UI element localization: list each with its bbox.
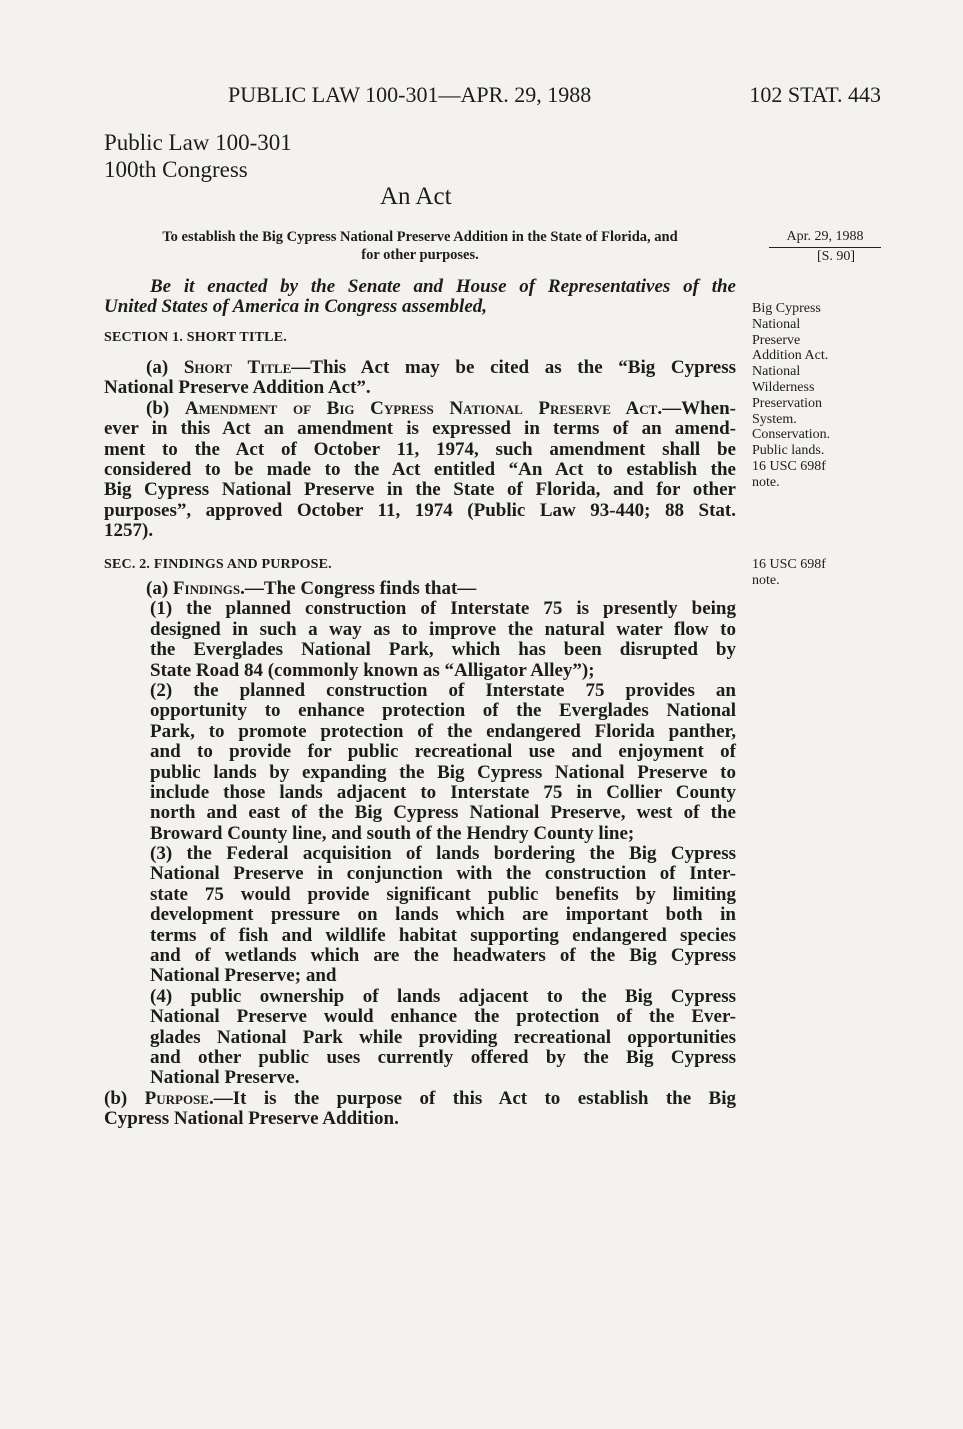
enacting-line: United States of America in Congress assembled, <box>104 296 488 318</box>
text-line: National Preserve; and <box>150 965 337 987</box>
margin-note: Wilderness <box>752 379 815 395</box>
text-line: Cypress National Preserve Addition. <box>104 1108 399 1130</box>
running-head: PUBLIC LAW 100-301—APR. 29, 1988 <box>228 82 592 107</box>
subsection-b: (b) Purpose.—It is the purpose of this Act to establish the Big <box>104 1087 736 1109</box>
long-title <box>104 228 736 264</box>
finding-3: (3) the Federal acquisition of lands bordering the Big Cypress <box>150 843 736 865</box>
margin-note: National <box>752 316 801 332</box>
text-line: terms of fish and wildlife habitat supporting endangered species <box>150 924 736 946</box>
text-line: ment to the Act of October 11, 1974, such amendment shall be <box>104 438 736 460</box>
margin-note: Big Cypress <box>752 301 821 316</box>
text-line: purposes”, approved October 11, 1974 (Public Law 93-440; 88 Stat. <box>104 499 736 521</box>
long-title-line: for other purposes. <box>361 247 479 263</box>
long-title-line: To establish the Big Cypress National Preserve Addition in the State of Florida, and <box>162 229 678 245</box>
text-line: National Preserve would enhance the protection of the Ever- <box>150 1006 736 1028</box>
section-2-body <box>104 579 736 1130</box>
subsection-b-label: Purpose <box>144 1087 209 1109</box>
margin-note: Preserve <box>752 332 801 348</box>
text-line: State Road 84 (commonly known as “Alligator Alley”); <box>150 659 595 681</box>
margin-note: 16 USC 698f <box>752 458 826 474</box>
margin-note: Conservation. <box>752 427 831 443</box>
subsection-a-label: Short Title <box>183 357 292 378</box>
text-line: National Preserve in conjunction with the construction of Inter- <box>150 863 736 885</box>
subsection-b-label: Amendment of Big Cypress National Preserve Act <box>184 397 658 419</box>
text-line: north and east of the Big Cypress National Preserve, west of the <box>150 802 736 824</box>
enactment-date: Apr. 29, 1988 <box>769 228 881 248</box>
text-line: and of wetlands which are the headwaters of the Big Cypress <box>150 945 736 967</box>
subsection-b-text: .—It is the purpose of this Act to establish the Big <box>208 1087 736 1109</box>
section-1-heading: SECTION 1. SHORT TITLE. <box>104 330 287 345</box>
text-line: National Preserve. <box>150 1067 300 1089</box>
text-line: development pressure on lands which are important both in <box>150 904 736 926</box>
margin-note: Addition Act. <box>752 348 829 364</box>
statute-reference: 102 STAT. 443 <box>749 82 881 107</box>
text-line: National Preserve Addition Act”. <box>104 377 371 399</box>
section-1-body <box>104 358 736 542</box>
text-line: and to provide for public recreational use and enjoyment of <box>150 741 736 763</box>
margin-note: note. <box>752 474 780 490</box>
text-line: Broward County line, and south of the Hendry County line; <box>150 822 635 844</box>
text-line: Big Cypress National Preserve in the State of Florida, and for other <box>104 479 736 501</box>
text-line: state 75 would provide significant public benefits by limiting <box>150 883 736 905</box>
section-2-heading: SEC. 2. FINDINGS AND PURPOSE. <box>104 557 332 572</box>
subsection-a-intro: .—The Congress finds that— <box>240 578 477 599</box>
text-line: and other public uses currently offered by the Big Cypress <box>150 1046 736 1068</box>
subsection-a: (a) Findings.—The Congress finds that— <box>146 578 477 599</box>
subsection-a-label: Findings <box>172 578 241 599</box>
subsection-b-text: .—When- <box>657 397 736 419</box>
finding-4: (4) public ownership of lands adjacent to the Big Cypress <box>150 985 736 1007</box>
margin-note: Public lands. <box>752 443 825 459</box>
text-line: Park, to promote protection of the endangered Florida panther, <box>150 720 736 742</box>
enacting-line: Be it enacted by the Senate and House of Representatives of the <box>150 276 736 297</box>
text-line: the Everglades National Park, which has been disrupted by <box>150 639 736 661</box>
margin-notes-section-1 <box>752 301 892 491</box>
margin-note: note. <box>752 572 780 588</box>
text-line: opportunity to enhance protection of the Everglades National <box>150 700 736 722</box>
margin-note: System. <box>752 411 797 427</box>
act-heading: An Act <box>380 183 452 210</box>
margin-note: Preservation <box>752 395 822 411</box>
margin-note: 16 USC 698f <box>752 557 826 572</box>
congress-label: 100th Congress <box>104 157 248 182</box>
text-line: ever in this Act an amendment is expressed in terms of an amend- <box>104 418 736 440</box>
subsection-a: (a) Short Title—This Act may be cited as the “Big Cypress <box>146 357 736 378</box>
text-line: public lands by expanding the Big Cypress National Preserve to <box>150 761 736 783</box>
finding-1: (1) the planned construction of Interstate 75 is presently being <box>150 598 736 620</box>
date-block <box>769 228 881 266</box>
law-number: Public Law 100-301 <box>104 130 292 155</box>
margin-note: National <box>752 364 801 380</box>
enacting-clause <box>104 277 736 318</box>
bill-number: [S. 90] <box>816 249 856 264</box>
text-line: considered to be made to the Act entitled “An Act to establish the <box>104 458 736 480</box>
text-line: 1257). <box>104 520 154 542</box>
text-line: glades National Park while providing recreational opportunities <box>150 1026 736 1048</box>
margin-notes-section-2 <box>752 557 892 589</box>
finding-2: (2) the planned construction of Interstate 75 provides an <box>150 679 736 701</box>
subsection-b: (b) Amendment of Big Cypress National Preserve Act.—When- <box>146 397 736 419</box>
text-line: include those lands adjacent to Interstate 75 in Collier County <box>150 781 736 803</box>
subsection-a-text: —This Act may be cited as the “Big Cypress <box>291 357 736 378</box>
text-line: designed in such a way as to improve the natural water flow to <box>150 618 736 640</box>
